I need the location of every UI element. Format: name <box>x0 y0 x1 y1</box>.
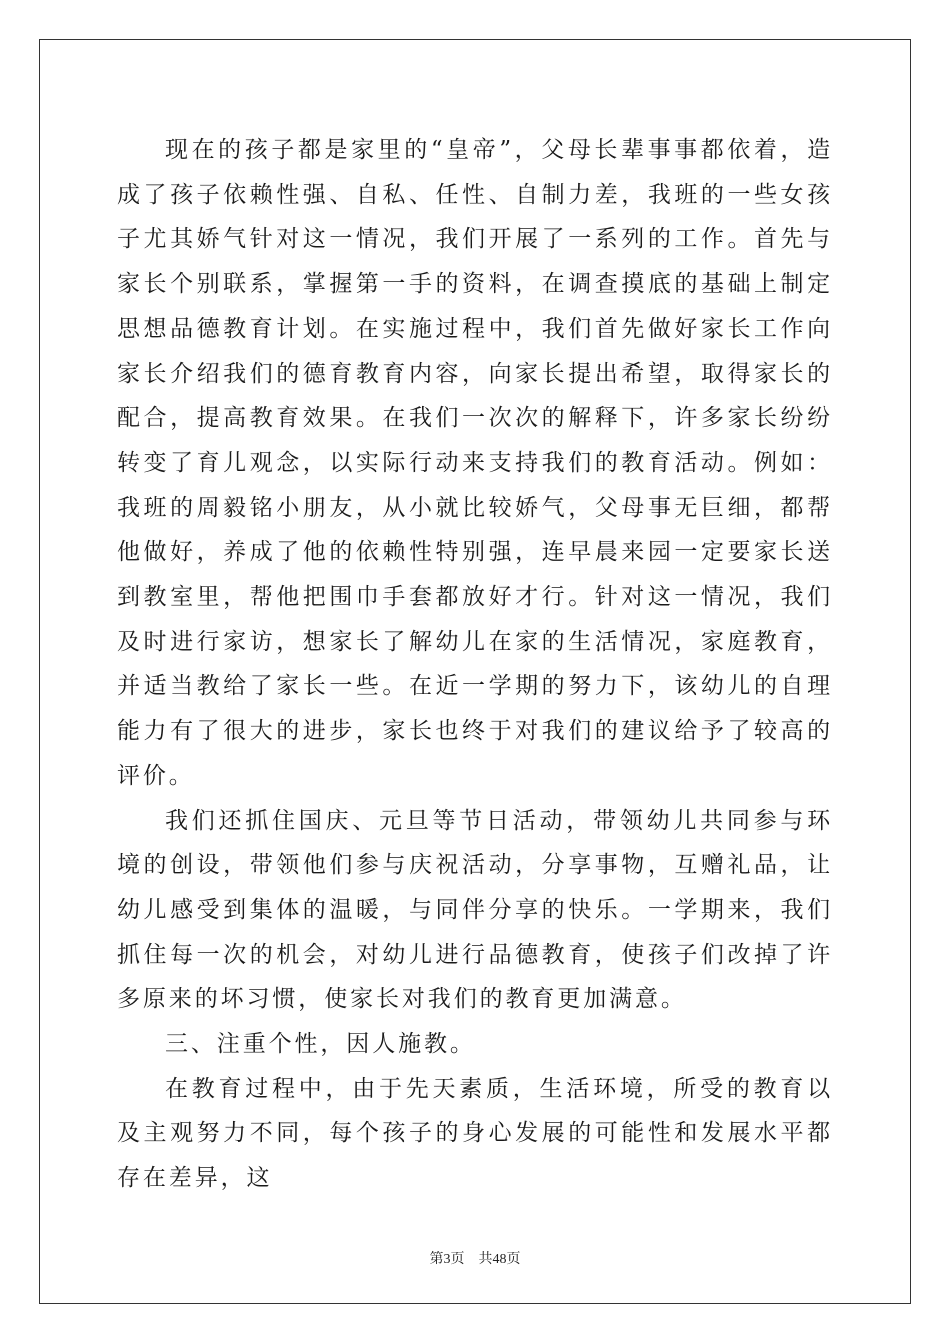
paragraph-holiday-activities: 我们还抓住国庆、元旦等节日活动，带领幼儿共同参与环境的创设，带领他们参与庆祝活动，分享事物，互赠礼品，让幼儿感受到集体的温暖，与同伴分享的快乐。一学期来，我们抓住每一次的机会，对幼儿进行品德教育，使孩子们改掉了许多原来的坏习惯，使家长对我们的教育更加满意。 <box>117 807 833 1013</box>
page-total: 共48页 <box>478 1252 521 1267</box>
page-number: 第3页 <box>429 1252 465 1267</box>
page-footer <box>0 1248 950 1268</box>
paragraph-child-dependency: 现在的孩子都是家里的“皇帝”，父母长辈事事都依着，造成了孩子依赖性强、自私、任性、自制力差，我班的一些女孩子尤其娇气针对这一情况，我们开展了一系列的工作。首先与家长个别联系，掌握第一手的资料，在调查摸底的基础上制定思想品德教育计划。在实施过程中，我们首先做好家长工作向家长介绍我们的德育教育内容，向家长提出希望，取得家长的配合，提高教育效果。在我们一次次的解释下，许多家长纷纷转变了育儿观念，以实际行动来支持我们的教育活动。例如：我班的周毅铭小朋友，从小就比较娇气，父母事无巨细，都帮他做好，养成了他的依赖性特别强，连早晨来园一定要家长送到教室里，帮他把围巾手套都放好才行。针对这一情况，我们及时进行家访，想家长了解幼儿在家的生活情况，家庭教育，并适当教给了家长一些。在近一学期的努力下，该幼儿的自理能力有了很大的进步，家长也终于对我们的建议给予了较高的评价。 <box>117 137 833 789</box>
document-body <box>117 128 833 1201</box>
paragraph-individual-differences: 在教育过程中，由于先天素质，生活环境，所受的教育以及主观努力不同，每个孩子的身心发展的可能性和发展水平都存在差异，这 <box>117 1075 833 1192</box>
section-heading-individuality: 三、注重个性，因人施教。 <box>165 1031 476 1058</box>
